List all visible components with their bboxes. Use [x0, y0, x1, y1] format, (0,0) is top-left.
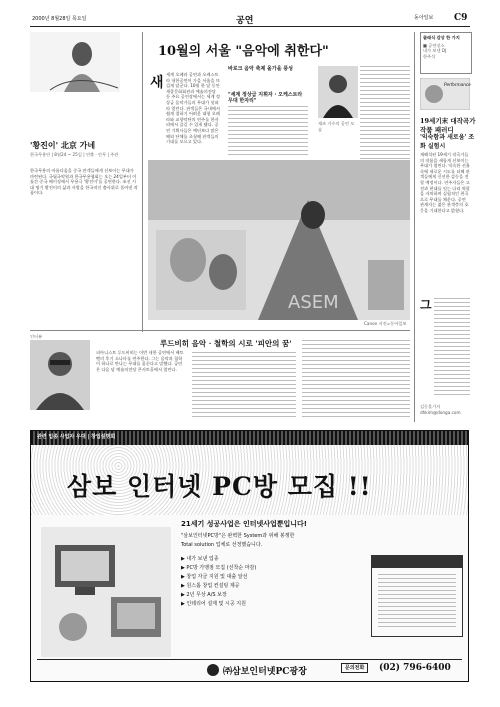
section-title: 공연	[236, 16, 254, 26]
ad-phone: (02) 796-6400	[379, 663, 451, 673]
ad-detail-1: ▶ PC방 가맹점 모집 (선착순 마감)	[181, 565, 257, 571]
left-box-heading: '황진이' 北京 가네	[30, 140, 96, 150]
interview-photo	[30, 340, 90, 410]
cd-cover	[420, 78, 470, 110]
advertisement	[30, 430, 469, 682]
mid-rule	[30, 330, 410, 331]
portrait-photo	[318, 66, 358, 118]
company-logo-icon	[207, 664, 219, 676]
right-body: 재해석된 19세기 작곡가들의 작품을 새롭게 선보이는 무대가 열린다. 익숙한 선율 속에 새로운 시도를 더해 관객들에게 신선한 감동을 전할 예정이다. 연주자들은 고전과 현대를 잇는 다리 역할을 자처하며 실험적인 편곡으로 무대를 채운다. 공연 관계자는 젊은 관객층의 호응을 기대한다고 밝혔다.	[420, 152, 470, 213]
ad-sub-1: 21세기 성공사업은 인터넷사업뿐입니다!	[181, 520, 307, 528]
ad-headline: 삼보 인터넷 PC방 모집 !!	[67, 472, 372, 501]
right-body-2	[434, 298, 470, 398]
promo-item-1: 내가 보낸 DJ	[423, 48, 447, 54]
ad-sub-2: "삼보인터넷PC방"은 완벽한 System과 위해 봉쟁한	[181, 533, 295, 539]
promo-title: 클래식 감상 한 가지	[423, 35, 460, 40]
right-byline: 김동훈기자 dhkim@donga.com	[420, 404, 461, 415]
column-divider	[142, 32, 143, 332]
promo-box	[420, 32, 472, 74]
date-line: 2000년 8월28일 목요일	[32, 16, 87, 22]
bottom-body: 피아니스트 루드비히는 이번 내한 공연에서 베토벤의 후기 소나타를 연주한다. 그는 음악과 철학이 하나로 만나는 무대를 꿈꾼다고 말했다. 공연은 다음 달 예술의전당 콘서트홀에서 열린다.	[96, 350, 184, 372]
ad-contact-label: 문의전화	[341, 663, 368, 673]
photo-caption-1: 재즈 가수의 공연 모습	[318, 121, 355, 132]
bottom-body-2	[192, 352, 296, 420]
left-box-body: 한국무용의 아름다움을 중국 관객들에게 선보이는 무대가 마련된다. 국립국악원과 한국무용협회는 오는 24일부터 이틀간 중국 베이징에서 무용극 '황진이'를 공연한다. 조선 시대 명기 황진이의 삶과 사랑을 한국적인 춤사위로 풀어낸 작품이다.	[30, 168, 138, 196]
main-headline: 10월의 서울 "음악에 취한다"	[158, 44, 329, 59]
dancer-photo	[30, 32, 120, 92]
right-divider	[414, 32, 415, 422]
sub-head-1: 바로크 음악 축제 올가을 풍성	[228, 66, 293, 72]
ad-side-box-header	[372, 556, 462, 568]
left-box-credit: 한국무용단 | 8월24 ~ 25일 | 연출 · 안무 | 주관	[30, 152, 119, 157]
header-rule	[30, 26, 470, 27]
ad-illustration-image	[41, 527, 171, 657]
ad-detail-4: ▶ 2년 무상 A/S 보장	[181, 592, 227, 598]
ad-top-banner: 관련 업종 사업자 우대 | 창업설명회	[37, 434, 116, 440]
bottom-body-3	[302, 340, 410, 420]
main-body: 세계 오페라 공연과 오케스트라 내한공연이 가을 서울을 뜨겁게 달군다. 10월 한 달 동안 세종문화회관과 예술의전당 등 주요 공연장에서는 세계 정상급 음악가들의 무대가 잇따라 열린다. 관객들은 국내에서 쉽게 접하기 어려운 대형 오페라와 교향악단의 연주를 한자리에서 즐길 수 있게 됐다. 공연 기획사들은 예년보다 많은 해외 단체를 초청해 관객들의 기대를 모으고 있다.	[166, 72, 220, 145]
photo-caption-2: Canon 사진=동아일보	[364, 321, 407, 326]
bottom-headline: 루드비히 음악 · 철학의 시로 '피안의 꿈'	[160, 339, 292, 348]
main-body-continued	[228, 106, 308, 156]
ad-sub-3: Total solution 업체로 선정했습니다.	[181, 542, 263, 548]
left-photo	[30, 32, 120, 92]
musician-portrait	[318, 66, 358, 118]
stage-photo-image	[148, 160, 410, 320]
ad-detail-3: ▶ 원스톱 창업 컨설팅 제공	[181, 583, 240, 589]
interview-kicker: 인터뷰	[30, 334, 43, 339]
ad-side-box-lines	[378, 574, 456, 630]
ad-detail-5: ▶ 인테리어 설계 및 시공 지원	[181, 601, 246, 607]
page-number: C9	[454, 13, 468, 23]
ad-company: ㈜삼보인터넷PC광장	[223, 667, 307, 677]
sub-head-2: "세계 정상급 지휘자 · 오케스트라 무대 한자리"	[228, 92, 303, 105]
interview-photo-image	[30, 340, 90, 410]
ad-side-box	[371, 555, 463, 637]
cd-label: Performance	[444, 82, 471, 87]
paper-name: 동아일보	[414, 15, 434, 21]
ad-detail-0: ▶ 내가 보낸 업종	[181, 556, 219, 562]
ad-details	[181, 555, 361, 609]
drop-cap: 새	[150, 75, 164, 91]
stage-photo	[148, 160, 410, 320]
right-headline-2: '익숙함과 새로움' 조화 실험시	[420, 134, 475, 150]
ad-illustration	[41, 527, 171, 657]
right-headline-1: 19세기末 대작곡가 작품 패러디	[420, 117, 476, 134]
ad-detail-2: ▶ 창업 자금 지원 및 대출 알선	[181, 574, 248, 580]
ad-footer-rule	[37, 659, 462, 660]
right-drop-cap: 그	[420, 298, 432, 312]
svg-text:ASEM: ASEM	[288, 292, 339, 313]
main-body-side	[360, 66, 410, 166]
promo-item-0: ■ 공연장소	[423, 42, 445, 48]
promo-item-2: 한주석	[423, 53, 436, 59]
